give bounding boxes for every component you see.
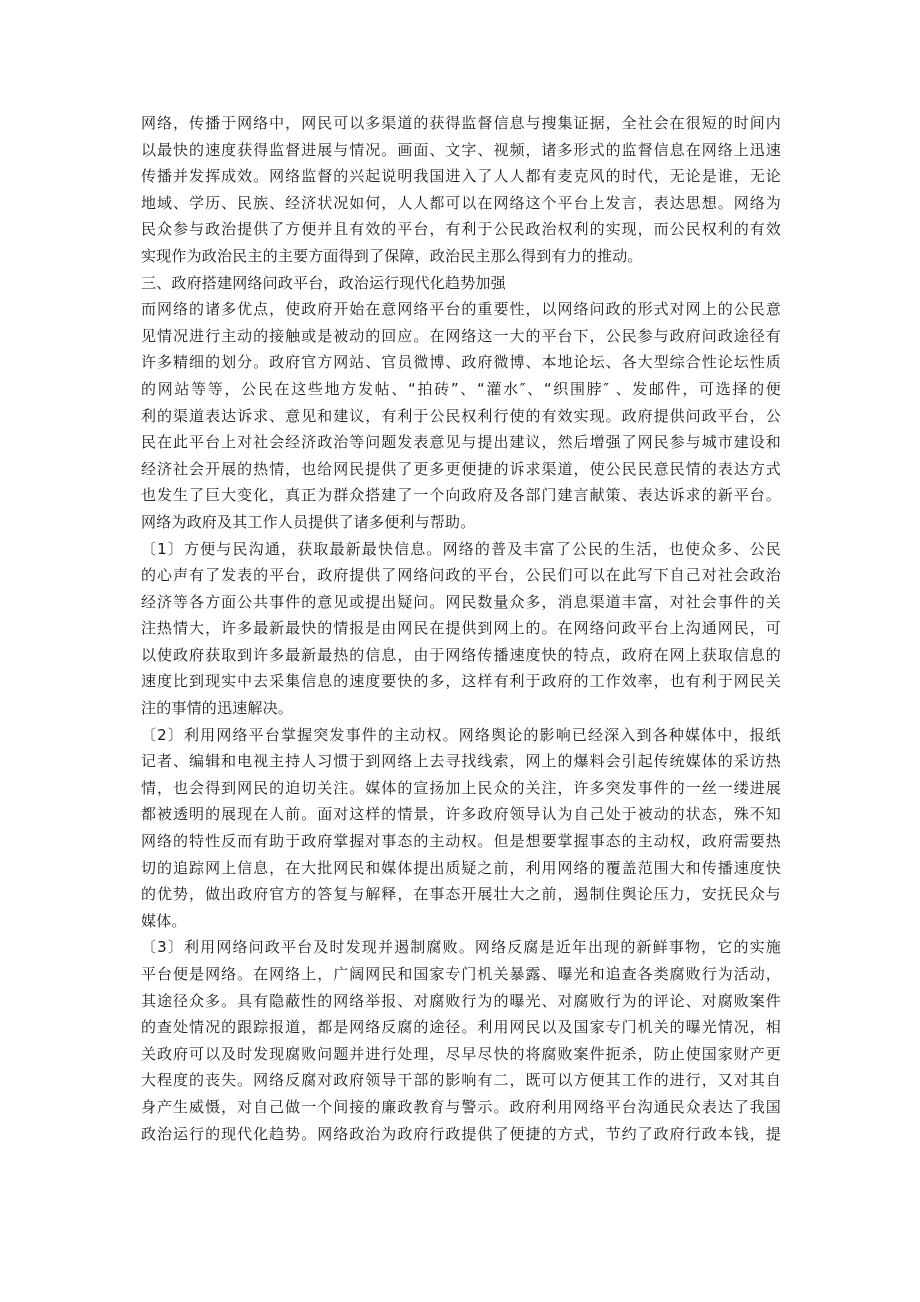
text-line: 三、政府搭建网络问政平台，政治运行现代化趋势加强 — [141, 273, 506, 292]
text-line: 〔3〕利用网络问政平台及时发现并遏制腐败。网络反腐是近年出现的新鲜事物，它的实施 — [141, 938, 781, 957]
text-line: 〔1〕方便与民沟通，获取最新最快信息。网络的普及丰富了公民的生活，也使众多、公民 — [141, 539, 781, 558]
text-line: 注热情大，许多最新最快的情报是由网民在提供到网上的。在网络问政平台上沟通网民，可 — [141, 619, 781, 638]
text-line: 媒体。 — [141, 911, 187, 930]
text-line: 政治运行的现代化趋势。网络政治为政府行政提供了便捷的方式，节约了政府行政本钱，提 — [141, 1124, 781, 1143]
text-line: 许多精细的划分。政府官方网站、官员微博、政府微博、本地论坛、各大型综合性论坛性质 — [141, 353, 781, 372]
text-line: 速度比到现实中去采集信息的速度要快的多，这样有利于政府的工作效率，也有利于网民关 — [141, 672, 781, 691]
text-line: 以使政府获取到许多最新最热的信息，由于网络传播速度快的特点，政府在网上获取信息的 — [141, 645, 781, 664]
text-line: 〔2〕利用网络平台掌握突发事件的主动权。网络舆论的影响已经深入到各种媒体中，报纸 — [141, 725, 781, 744]
text-line: 而网络的诸多优点，使政府开始在意网络平台的重要性，以网络问政的形式对网上的公民意 — [141, 300, 781, 319]
text-line: 实现作为政治民主的主要方面得到了保障，政治民主那么得到有力的推动。 — [141, 246, 643, 265]
text-line: 经济等各方面公共事件的意见或提出疑问。网民数量众多，消息渠道丰富，对社会事件的关 — [141, 592, 781, 611]
text-line: 以最快的速度获得监督进展与情况。画面、文字、视频，诸多形式的监督信息在网络上迅速 — [141, 140, 781, 159]
text-line: 的查处情况的跟踪报道，都是网络反腐的途径。利用网民以及国家专门机关的曝光情况，相 — [141, 1018, 781, 1037]
text-line: 都被透明的展现在人前。面对这样的情景，许多政府领导认为自己处于被动的状态，殊不知 — [141, 805, 781, 824]
text-line: 经济社会开展的热情，也给网民提供了更多更便捷的诉求渠道，使公民民意民情的表达方式 — [141, 459, 781, 478]
text-line: 网络为政府及其工作人员提供了诸多便利与帮助。 — [141, 512, 476, 531]
text-line: 身产生威慑，对自己做一个间接的廉政教育与警示。政府利用网络平台沟通民众表达了我国 — [141, 1097, 781, 1116]
text-line: 地域、学历、民族、经济状况如何，人人都可以在网络这个平台上发言，表达思想。网络为 — [141, 193, 781, 212]
text-line: 利的渠道表达诉求、意见和建议，有利于公民权利行使的有效实现。政府提供问政平台，公 — [141, 406, 781, 425]
text-line: 传播并发挥成效。网络监督的兴起说明我国进入了人人都有麦克风的时代，无论是谁，无论 — [141, 167, 781, 186]
text-line: 网络的特性反而有助于政府掌握对事态的主动权。但是想要掌握事态的主动权，政府需要热 — [141, 832, 781, 851]
text-line: 记者、编辑和电视主持人习惯于到网络上去寻找线索，网上的爆料会引起传统媒体的采访热 — [141, 752, 781, 771]
text-line: 也发生了巨大变化，真正为群众搭建了一个向政府及各部门建言献策、表达诉求的新平台。 — [141, 486, 781, 505]
text-line: 的网站等等，公民在这些地方发帖、“拍砖”、“灌水″、“织围脖″ 、发邮件，可选择的便 — [141, 379, 781, 398]
text-line: 民众参与政治提供了方便并且有效的平台，有利于公民政治权利的实现，而公民权利的有效 — [141, 220, 781, 239]
text-line: 的优势，做出政府官方的答复与解释，在事态开展壮大之前，遏制住舆论压力，安抚民众与 — [141, 885, 781, 904]
text-line: 切的追踪网上信息，在大批网民和媒体提出质疑之前，利用网络的覆盖范围大和传播速度快 — [141, 858, 781, 877]
text-line: 大程度的丧失。网络反腐对政府领导干部的影响有二，既可以方便其工作的进行，又对其自 — [141, 1071, 781, 1090]
text-line: 网络，传播于网络中，网民可以多渠道的获得监督信息与搜集证据，全社会在很短的时间内 — [141, 114, 781, 132]
text-line: 的心声有了发表的平台，政府提供了网络问政的平台，公民们可以在此写下自己对社会政治 — [141, 566, 781, 585]
text-line: 民在此平台上对社会经济政治等问题发表意见与提出建议，然后增强了网民参与城市建设和 — [141, 433, 781, 452]
text-line: 见情况进行主动的接触或是被动的回应。在网络这一大的平台下，公民参与政府问政途径有 — [141, 326, 781, 345]
text-line: 注的事情的迅速解决。 — [141, 699, 294, 718]
text-line: 平台便是网络。在网络上，广阔网民和国家专门机关暴露、曝光和追查各类腐败行为活动， — [141, 965, 781, 983]
text-line: 关政府可以及时发现腐败问题并进行处理，尽早尽快的将腐败案件扼杀，防止使国家财产更 — [141, 1044, 781, 1063]
document-body — [141, 110, 781, 1147]
text-line: 情，也会得到网民的迫切关注。媒体的宣扬加上民众的关注，许多突发事件的一丝一缕进展 — [141, 778, 781, 797]
text-line: 其途径众多。具有隐蔽性的网络举报、对腐败行为的曝光、对腐败行为的评论、对腐败案件 — [141, 991, 781, 1010]
